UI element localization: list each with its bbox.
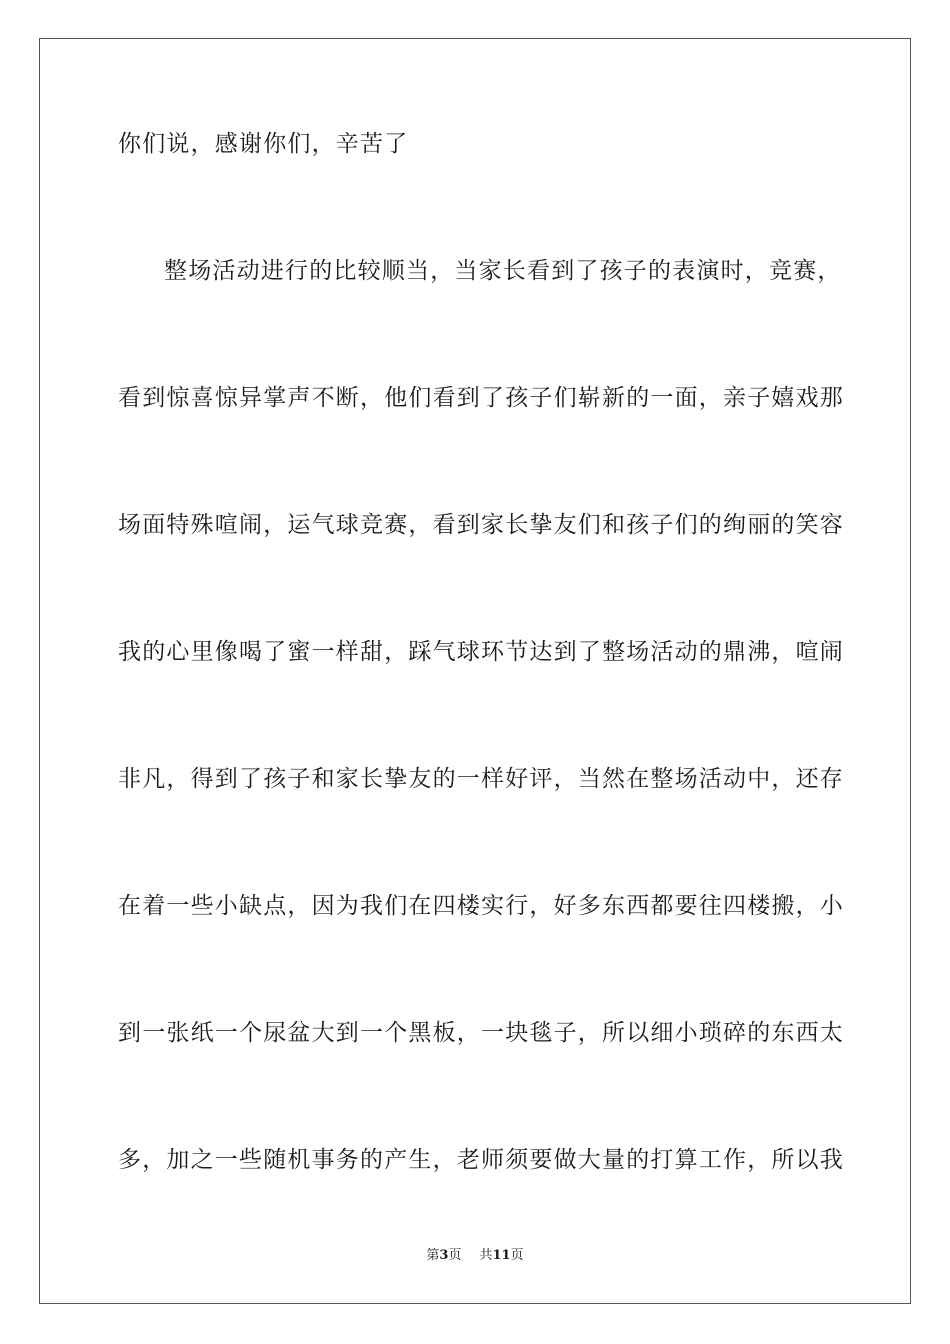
paragraph-line-4: 场面特殊喧闹，运气球竞赛，看到家长挚友们和孩子们的绚丽的笑容 xyxy=(118,512,844,538)
paragraph-line-7: 在着一些小缺点，因为我们在四楼实行，好多东西都要往四楼搬，小 xyxy=(118,893,844,919)
paragraph-line-1: 你们说，感谢你们，辛苦了 xyxy=(118,131,409,157)
total-pages: 11 xyxy=(492,1248,511,1263)
page-number: 3 xyxy=(439,1248,449,1263)
paragraph-line-9: 多，加之一些随机事务的产生，老师须要做大量的打算工作，所以我 xyxy=(118,1147,844,1173)
paragraph-line-3: 看到惊喜惊异掌声不断，他们看到了孩子们崭新的一面，亲子嬉戏那 xyxy=(118,385,844,411)
page-prefix: 第 xyxy=(426,1248,440,1263)
paragraph-line-6: 非凡，得到了孩子和家长挚友的一样好评，当然在整场活动中，还存 xyxy=(118,766,844,792)
paragraph-line-5: 我的心里像喝了蜜一样甜，踩气球环节达到了整场活动的鼎沸，喧闹 xyxy=(118,639,844,665)
total-prefix: 共 xyxy=(479,1248,493,1263)
page-suffix: 页 xyxy=(448,1248,462,1263)
paragraph-line-8: 到一张纸一个尿盆大到一个黑板，一块毯子，所以细小琐碎的东西太 xyxy=(118,1020,844,1046)
page-footer xyxy=(0,1247,950,1265)
total-suffix: 页 xyxy=(510,1248,524,1263)
paragraph-line-2: 整场活动进行的比较顺当，当家长看到了孩子的表演时，竞赛， xyxy=(164,258,842,284)
